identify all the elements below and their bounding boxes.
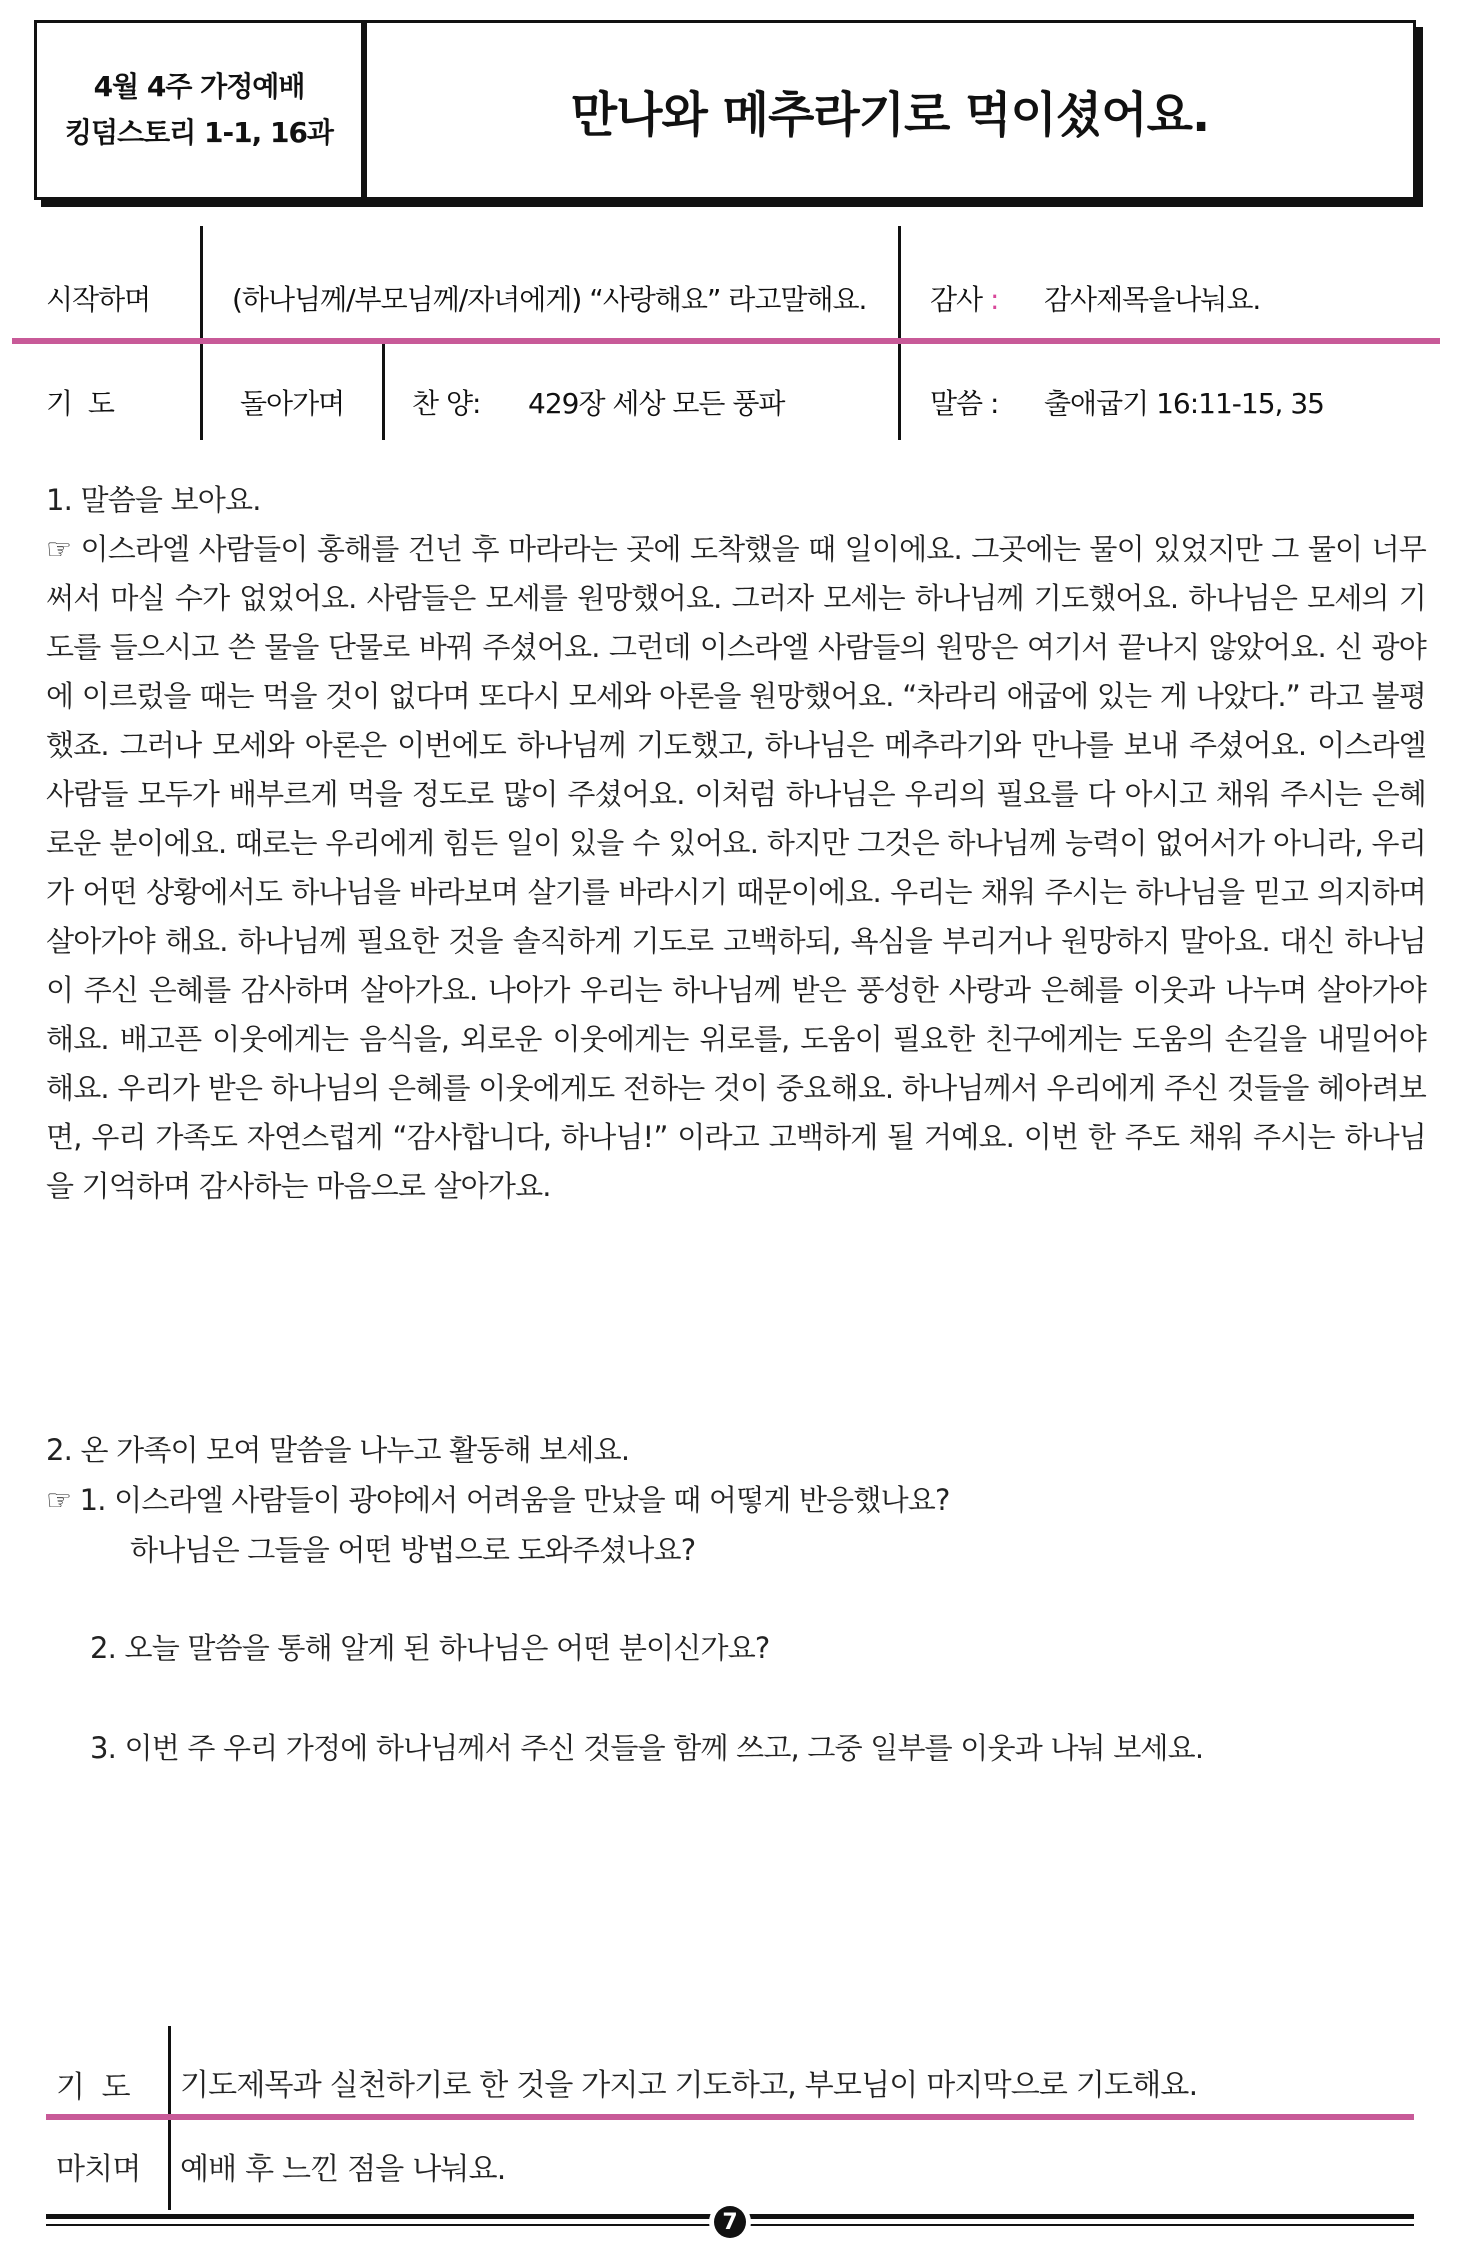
section-2-heading: 2. 온 가족이 모여 말씀을 나누고 활동해 보세요.: [46, 1433, 630, 1467]
prayer-method: 돌아가며: [240, 387, 345, 420]
thanks-content: 감사제목을나눠요.: [1044, 283, 1261, 316]
thanks-label: 감사 :: [930, 283, 999, 316]
closing-prayer-label: 기 도: [56, 2070, 130, 2105]
closing-end-content: 예배 후 느낀 점을 나눠요.: [180, 2152, 506, 2187]
divider: [382, 340, 385, 440]
hymn-label: 찬 양:: [412, 387, 481, 420]
section-1-heading: 1. 말씀을 보아요.: [46, 483, 261, 517]
lesson-week: 4월 4주 가정예배: [93, 70, 305, 103]
start-label: 시작하며: [46, 283, 151, 316]
closing-prayer-content: 기도제목과 실천하기로 한 것을 가지고 기도하고, 부모님이 마지막으로 기도해요.: [180, 2068, 1198, 2103]
start-content: (하나님께/부모님께/자녀에게) “사랑해요” 라고말해요.: [232, 283, 867, 316]
lesson-series: 킹덤스토리 1-1, 16과: [65, 116, 333, 149]
page-number: 7: [714, 2206, 746, 2238]
closing-end-label: 마치며: [56, 2152, 141, 2187]
question-2: 2. 오늘 말씀을 통해 알게 된 하나님은 어떤 분이신가요?: [90, 1631, 770, 1665]
divider: [898, 226, 901, 440]
prayer-label: 기 도: [46, 387, 114, 420]
scripture-content: 출애굽기 16:11-15, 35: [1044, 387, 1324, 420]
scripture-label: 말씀 :: [930, 387, 999, 420]
question-1-cont: 하나님은 그들을 어떤 방법으로 도와주셨나요?: [130, 1533, 696, 1567]
pink-divider: [12, 338, 1440, 344]
lesson-label-box: [34, 20, 364, 200]
title-box: [364, 20, 1416, 200]
page-title: 만나와 메추라기로 먹이셨어요.: [570, 86, 1210, 143]
hymn-content: 429장 세상 모든 풍파: [528, 387, 785, 420]
question-1: ☞ 1. 이스라엘 사람들이 광야에서 어려움을 만났을 때 어떻게 반응했나요?: [46, 1483, 950, 1517]
section-1-paragraph: ☞ 이스라엘 사람들이 홍해를 건넌 후 마라라는 곳에 도착했을 때 일이에요. 그곳에는 물이 있었지만 그 물이 너무 써서 마실 수가 없었어요. 사람들은 모세를 원망했어요. 그러자 모세는 하나님께 기도했어요. 하나님은 모세의 기도를 들으시고 쓴 물을 단물로 바꿔 주셨어요. 그런데 이스라엘 사람들의 원망은 여기서 끝나지 않았어요. 신 광야에 이르렀을 때는 먹을 것이 없다며 또다시 모세와 아론을 원망했어요. “차라리 애굽에 있는 게 나았다.” 라고 불평했죠. 그러나 모세와 아론은 이번에도 하나님께 기도했고, 하나님은 메추라기와 만나를 보내 주셨어요. 이스라엘 사람들 모두가 배부르게 먹을 정도로 많이 주셨어요. 이처럼 하나님은 우리의 필요를 다 아시고 채워 주시는 은혜로운 분이에요. 때로는 우리에게 힘든 일이 있을 수 있어요. 하지만 그것은 하나님께 능력이 없어서가 아니라, 우리가 어떤 상황에서도 하나님을 바라보며 살기를 바라시기 때문이에요. 우리는 채워 주시는 하나님을 믿고 의지하며 살아가야 해요. 하나님께 필요한 것을 솔직하게 기도로 고백하되, 욕심을 부리거나 원망하지 말아요. 대신 하나님이 주신 은혜를 감사하며 살아가요. 나아가 우리는 하나님께 받은 풍성한 사랑과 은혜를 이웃과 나누며 살아가야 해요. 배고픈 이웃에게는 음식을, 외로운 이웃에게는 위로를, 도움이 필요한 친구에게는 도움의 손길을 내밀어야 해요. 우리가 받은 하나님의 은혜를 이웃에게도 전하는 것이 중요해요. 하나님께서 우리에게 주신 것들을 헤아려보면, 우리 가족도 자연스럽게 “감사합니다, 하나님!” 이라고 고백하게 될 거예요. 이번 한 주도 채워 주시는 하나님을 기억하며 감사하는 마음으로 살아가요.: [46, 532, 1427, 1203]
pink-divider: [46, 2114, 1414, 2120]
divider: [200, 226, 203, 440]
question-3: 3. 이번 주 우리 가정에 하나님께서 주신 것들을 함께 쓰고, 그중 일부를 이웃과 나눠 보세요.: [90, 1731, 1204, 1765]
section-1: [46, 476, 1426, 1211]
